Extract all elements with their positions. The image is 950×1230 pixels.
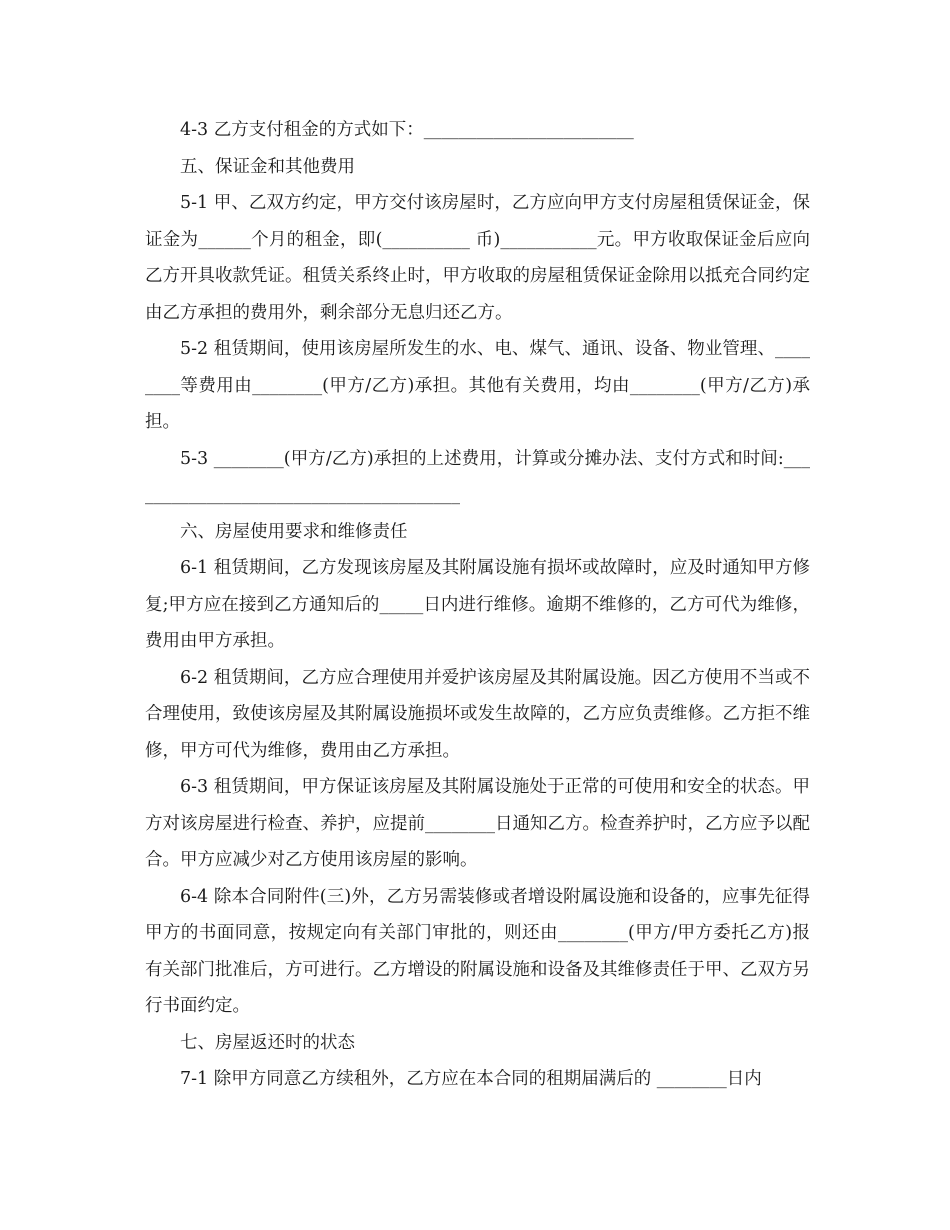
clause-5-2: 5-2 租赁期间，使用该房屋所发生的水、电、煤气、通讯、设备、物业管理、________等费用由________(甲方/乙方)承担。其他有关费用，均由________(甲方/乙方)承担。 [145,339,810,432]
clause-6-2: 6-2 租赁期间，乙方应合理使用并爱护该房屋及其附属设施。因乙方使用不当或不合理使用，致使该房屋及其附属设施损坏或发生故障的，乙方应负责维修。乙方拒不维修，甲方可代为维修，费用由乙方承担。 [145,667,810,761]
clause-6-3: 6-3 租赁期间，甲方保证该房屋及其附属设施处于正常的可使用和安全的状态。甲方对该房屋进行检查、养护，应提前________日通知乙方。检查养护时，乙方应予以配合。甲方应减少对乙方使用该房屋的影响。 [145,777,810,870]
document-body [145,112,810,1098]
section-heading-5: 五、保证金和其他费用 [180,156,355,177]
clause-5-3: 5-3 ________(甲方/乙方)承担的上述费用，计算或分摊办法、支付方式和时间:_______________________________________ [145,448,810,505]
section-heading-6: 六、房屋使用要求和维修责任 [180,521,408,542]
clause-7-1: 7-1 除甲方同意乙方续租外，乙方应在本合同的租期届满后的 ________日内 [180,1069,762,1089]
clause-6-4: 6-4 除本合同附件(三)外，乙方另需装修或者增设附属设施和设备的，应事先征得甲方的书面同意，按规定向有关部门审批的，则还由________(甲方/甲方委托乙方)报有关部门批准后，方可进行。乙方增设的附属设施和设备及其维修责任于甲、乙双方另行书面约定。 [145,886,810,1016]
section-heading-7: 七、房屋返还时的状态 [180,1032,355,1053]
clause-6-1: 6-1 租赁期间，乙方发现该房屋及其附属设施有损坏或故障时，应及时通知甲方修复;甲方应在接到乙方通知后的_____日内进行维修。逾期不维修的，乙方可代为维修，费用由甲方承担。 [145,558,810,651]
clause-4-3: 4-3 乙方支付租金的方式如下：________________________ [180,120,634,140]
clause-5-1: 5-1 甲、乙双方约定，甲方交付该房屋时，乙方应向甲方支付房屋租赁保证金，保证金为______个月的租金，即(__________ 币)___________元。甲方收取保证金后应向乙方开具收款凭证。租赁关系终止时，甲方收取的房屋租赁保证金除用以抵充合同约定由乙方承担的费用外，剩余部分无息归还乙方。 [145,193,810,323]
